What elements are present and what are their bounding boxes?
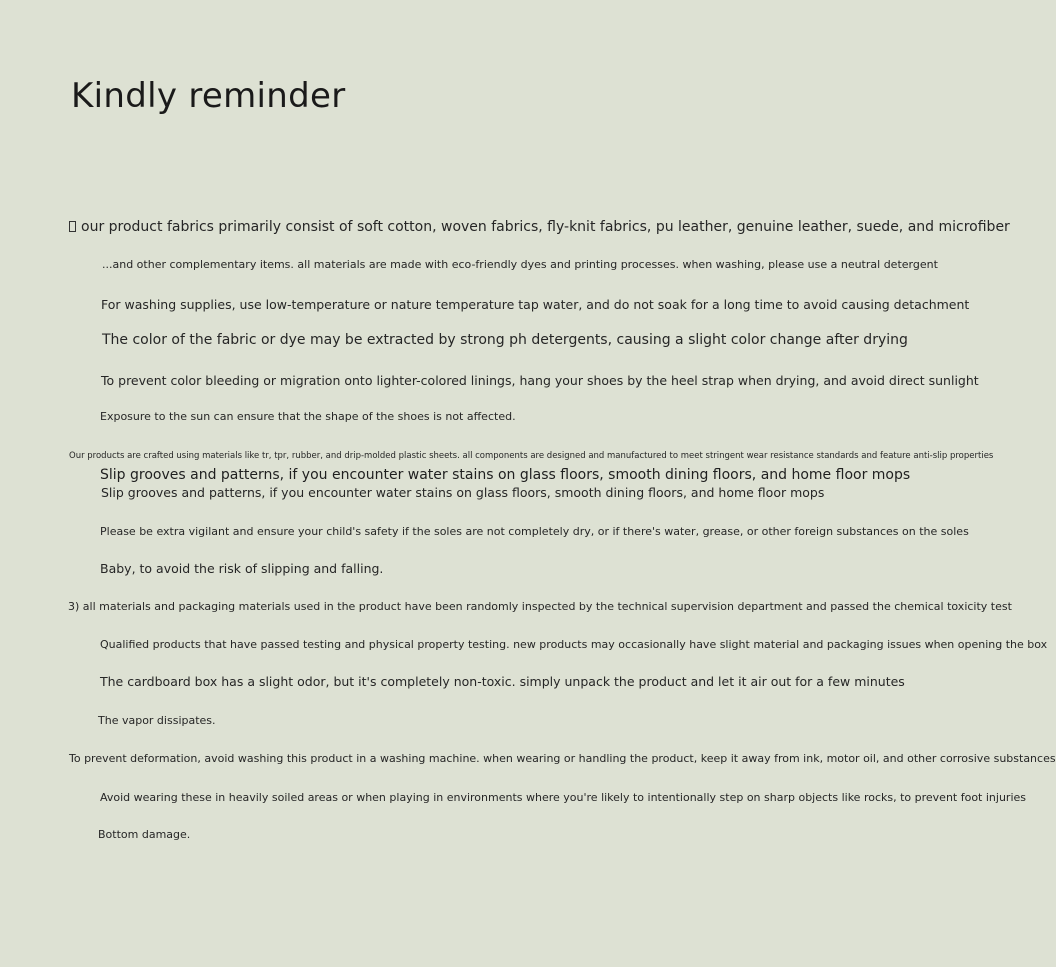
note-line-2: ...and other complementary items. all materials are made with eco-friendly dyes and printing processes. when washing, please use a neutral detergent [102, 258, 938, 271]
note-line-3: For washing supplies, use low-temperature or nature temperature tap water, and do not soak for a long time to avoid causing detachment [101, 297, 970, 312]
note-line-12: Qualified products that have passed testing and physical property testing. new products may occasionally have slight material and packaging issues when opening the box [100, 638, 1048, 651]
bullet-box-icon [69, 221, 76, 232]
note-line-6: Exposure to the sun can ensure that the shape of the shoes is not affected. [100, 410, 516, 423]
note-line-8: Slip grooves and patterns, if you encounter water stains on glass floors, smooth dining floors, and home floor mops [101, 485, 825, 500]
note-line-9: Please be extra vigilant and ensure your child's safety if the soles are not completely dry, or if there's water, grease, or other foreign substances on the soles [100, 525, 969, 538]
note-text: our product fabrics primarily consist of soft cotton, woven fabrics, fly-knit fabrics, pu leather, genuine leather, suede, and microfiber [81, 219, 1010, 235]
page-title: Kindly reminder [71, 76, 346, 116]
note-line-14: The vapor dissipates. [98, 714, 216, 727]
note-line-1 [69, 219, 1010, 235]
overlapping-text-artifact [100, 467, 920, 483]
note-line-11: 3) all materials and packaging materials used in the product have been randomly inspected by the technical supervision department and passed the chemical toxicity test [68, 600, 1012, 613]
note-line-10: Baby, to avoid the risk of slipping and falling. [100, 561, 384, 576]
note-line-17: Bottom damage. [98, 828, 191, 841]
note-line-16: Avoid wearing these in heavily soiled areas or when playing in environments where you're likely to intentionally step on sharp objects like rocks, to prevent foot injuries [100, 791, 1027, 804]
note-line-13: The cardboard box has a slight odor, but it's completely non-toxic. simply unpack the product and let it air out for a few minutes [100, 674, 905, 689]
note-line-15: To prevent deformation, avoid washing this product in a washing machine. when wearing or handling the product, keep it away from ink, motor oil, and other corrosive substances [69, 752, 1056, 765]
note-line-4: The color of the fabric or dye may be extracted by strong ph detergents, causing a slight color change after drying [102, 332, 908, 348]
note-line-5: To prevent color bleeding or migration onto lighter-colored linings, hang your shoes by the heel strap when drying, and avoid direct sunlight [101, 373, 979, 388]
overlap-text: Slip grooves and patterns, if you encounter water stains on glass floors, smooth dining floors, and home floor mops [100, 467, 911, 483]
note-line-7: Our products are crafted using materials like tr, tpr, rubber, and drip-molded plastic sheets. all components are designed and manufactured to meet stringent wear resistance standards and feature anti-slip properties [69, 451, 994, 461]
